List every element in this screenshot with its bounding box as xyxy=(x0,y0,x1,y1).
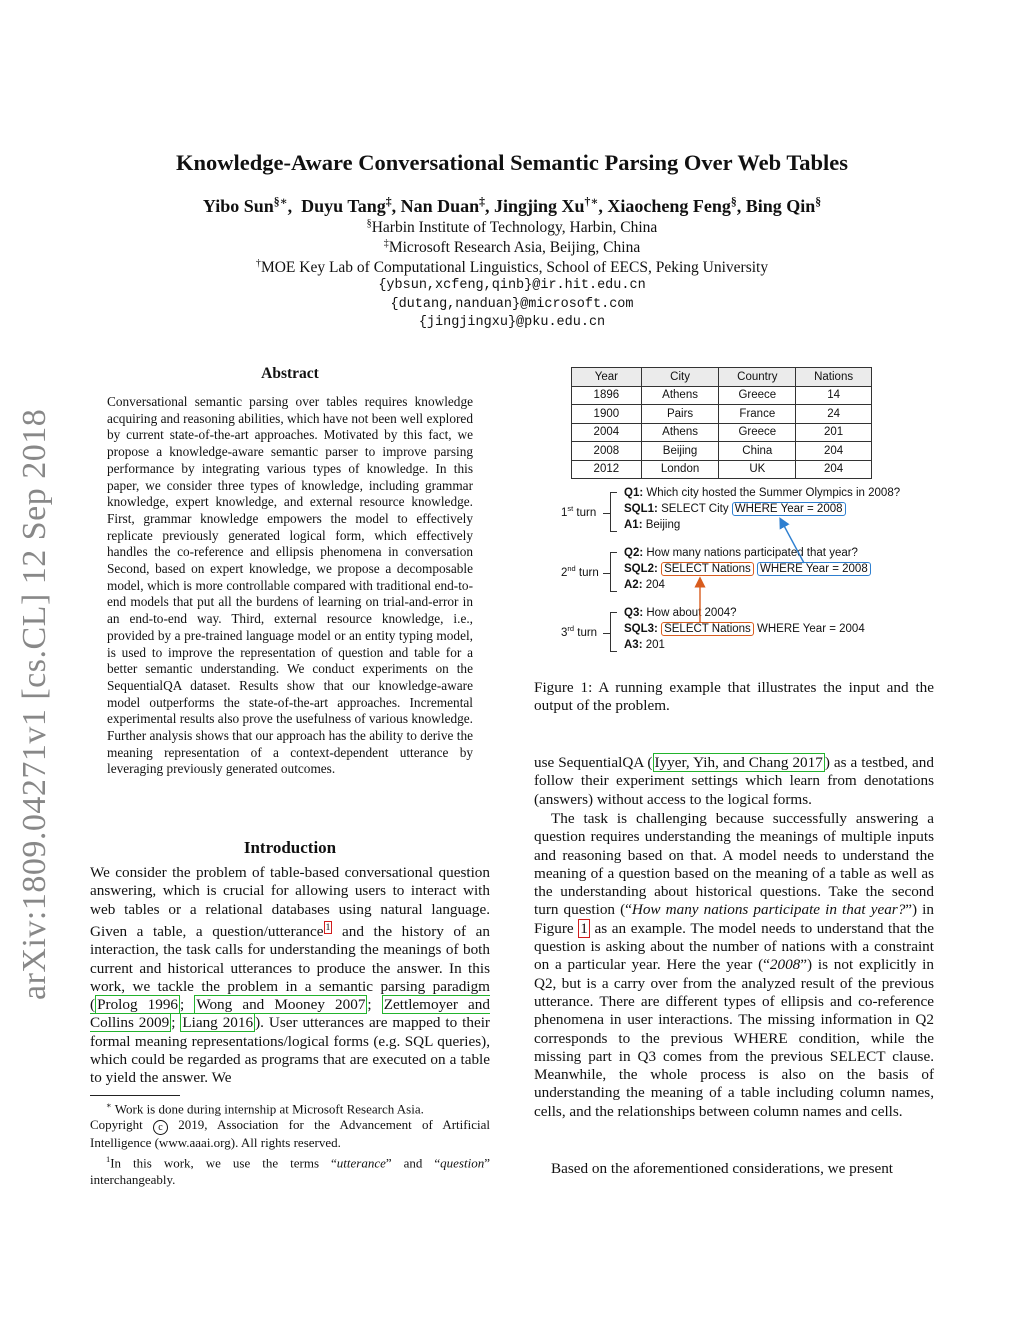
affiliation xyxy=(0,238,1024,257)
answer-text: 204 xyxy=(642,579,665,591)
sql-select: SELECT City xyxy=(657,503,732,515)
citation-link[interactable]: Prolog 1996 xyxy=(97,996,179,1014)
footnote-1 xyxy=(90,1151,490,1187)
turn-number: 2 xyxy=(561,566,568,579)
footnote-term: utterance xyxy=(336,1155,386,1171)
table-row xyxy=(572,423,872,442)
intro-text: and the history of an interaction, the task calls for understanding the meanings of both current and historical utterances to produce the answer. In this work, we tackle the problem in a semantic parsing paradigm ( xyxy=(90,922,490,1014)
citation-link[interactable]: Iyyer, Yih, and Chang 2017 xyxy=(654,754,823,771)
sql-select-box: SELECT Nations xyxy=(661,562,754,576)
sql-key: SQL2: xyxy=(624,563,658,575)
intro-text: We consider the problem of table-based conversational question answering, which is crucial for allowing users to interact with web tables or a relational databases using natural language. Given a table, a question/utterance xyxy=(90,864,490,940)
footnote-text: In this work, we use the terms “ xyxy=(110,1155,337,1171)
affiliation-mark: ‡ xyxy=(383,238,389,249)
citation-link[interactable]: Zettlemoyer and Collins 2009 xyxy=(90,996,490,1032)
footnote-link[interactable]: 1 xyxy=(325,921,331,933)
turn-suffix: nd xyxy=(567,564,576,573)
turn-number: 3 xyxy=(561,626,568,639)
turn-suffix: st xyxy=(567,504,574,513)
author-mark: ‡ xyxy=(385,195,392,208)
answer-key: A1: xyxy=(624,519,643,531)
table-cell: 1900 xyxy=(572,405,642,424)
table-cell: Athens xyxy=(641,423,719,442)
paper-title: Knowledge-Aware Conversational Semantic Parsing Over Web Tables xyxy=(175,150,849,175)
copyright-icon: c xyxy=(153,1120,168,1135)
body-paragraph xyxy=(534,1160,934,1178)
author-name: Nan Duan xyxy=(400,196,480,216)
body-text: ) as a testbed, and follow their experiment settings which learn from denotations (answers) without access to the logical forms. xyxy=(534,754,934,808)
table-cell: Athens xyxy=(641,386,719,405)
body-paragraph xyxy=(534,754,934,809)
separator: ; xyxy=(171,1014,181,1032)
email-line[interactable]: {jingjingxu}@pku.edu.cn xyxy=(418,315,606,330)
question-text: Which city hosted the Summer Olympics in 2008? xyxy=(643,487,901,499)
body-text: use SequentialQA ( xyxy=(534,754,653,771)
turn-word: turn xyxy=(574,626,598,639)
copyright-note xyxy=(90,1117,490,1151)
affiliation-mark: § xyxy=(366,218,372,229)
table-header: City xyxy=(641,368,719,387)
body-text: The task is challenging because successfully answering a question requires understanding the meanings of multiple inputs and reasoning based on that. A model needs to understand the meaning of a question based on the meaning of a table as well as the understanding about historical questions. Take the second turn question (“ xyxy=(534,810,934,919)
body-text: Based on the aforementioned considerations, we present xyxy=(551,1160,894,1177)
question-key: Q2: xyxy=(624,547,644,559)
sql-key: SQL1: xyxy=(624,503,658,515)
answer-text: Beijing xyxy=(642,519,681,531)
footnote-text: Work is done during internship at Microsoft Research Asia. xyxy=(114,1101,424,1117)
footnote-text: 2019, Association for the Advancement of Artificial Intelligence (www.aaai.org). All rights reserved. xyxy=(90,1117,490,1151)
affiliation-text: Harbin Institute of Technology, Harbin, China xyxy=(371,219,658,237)
table-header-row xyxy=(572,368,872,387)
table-row xyxy=(572,442,872,461)
author-name: Bing Qin xyxy=(745,196,816,216)
email-line[interactable]: {dutang,nanduan}@microsoft.com xyxy=(390,297,634,312)
footnote-text: ” and “ xyxy=(385,1155,441,1171)
table-cell: 2008 xyxy=(572,442,642,461)
author-name: Duyu Tang xyxy=(301,196,386,216)
affiliation-text: Microsoft Research Asia, Beijing, China xyxy=(388,239,641,257)
where-carry-arrow xyxy=(782,522,804,563)
figure-ref-link[interactable]: 1 xyxy=(580,919,588,937)
question-key: Q1: xyxy=(624,487,644,499)
author-mark: § xyxy=(815,195,822,208)
table-cell: Greece xyxy=(719,423,796,442)
table-cell: 204 xyxy=(796,460,872,479)
author-mark: §∗ xyxy=(273,195,288,208)
table-cell: France xyxy=(719,405,796,424)
question-text: How many nations participated that year? xyxy=(643,547,858,559)
author-name: Xiaocheng Feng xyxy=(607,196,731,216)
answer-key: A2: xyxy=(624,579,643,591)
abstract-heading: Abstract xyxy=(261,365,319,382)
footnote-rule xyxy=(90,1095,180,1096)
author-name: Jingjing Xu xyxy=(493,196,585,216)
footnote-term: question xyxy=(440,1155,485,1171)
separator: ; xyxy=(367,996,382,1014)
table-cell: 24 xyxy=(796,405,872,424)
footnote-mark: 1 xyxy=(106,1154,111,1165)
separator: ; xyxy=(180,996,195,1014)
author-name: Yibo Sun xyxy=(202,196,274,216)
table-header: Year xyxy=(572,368,642,387)
question-text: How about 2004? xyxy=(643,607,737,619)
footnote-text: Copyright xyxy=(90,1117,153,1133)
table-cell: 14 xyxy=(796,386,872,405)
arxiv-stamp: arXiv:1809.04271v1 [cs.CL] 12 Sep 2018 xyxy=(16,408,53,1000)
turn-suffix: rd xyxy=(567,624,575,633)
author-mark: †∗ xyxy=(584,195,599,208)
affiliation-text: MOE Key Lab of Computational Linguistics, School of EECS, Peking University xyxy=(260,259,769,277)
question-key: Q3: xyxy=(624,607,644,619)
citation-link[interactable]: Liang 2016 xyxy=(182,1014,254,1032)
body-quote: 2008 xyxy=(769,956,801,974)
sql-select-box: SELECT Nations xyxy=(661,622,754,636)
footnote-text: ” interchangeably. xyxy=(90,1155,490,1187)
author-list: Yibo Sun§∗, Duyu Tang‡, Nan Duan‡, Jingjing Xu†∗, Xiaocheng Feng§, Bing Qin§ xyxy=(202,195,822,216)
table-cell: China xyxy=(719,442,796,461)
body-paragraph xyxy=(534,810,934,1121)
table-row xyxy=(572,405,872,424)
table-cell: Beijing xyxy=(641,442,719,461)
sql-key: SQL3: xyxy=(624,623,658,635)
figure-table xyxy=(571,367,872,479)
affiliation xyxy=(0,218,1024,237)
body-text: ”) is not explicitly in Q2, but is a carry over from the analyzed result of the previous utterance. There are different types of ellipsis and co-reference phenomena in user interactions. The missing information in Q2 corresponds to the previous WHERE condition, while the missing part in Q3 comes from the previous SELECT clause. Meanwhile, the whole process is also on the basis of understanding the meaning of a table including column names, cells, and the relationships between column names and cells. xyxy=(534,956,934,1120)
table-cell: 1896 xyxy=(572,386,642,405)
answer-text: 201 xyxy=(642,639,665,651)
abstract-text: Conversational semantic parsing over tables requires knowledge acquiring and reasoning abilities, which have not been well explored by current state-of-the-art approaches. Motivated by this fact, we propose a knowledge-aware semantic parser to improve parsing performance by integrating various types of knowledge. In this paper, we consider three types of knowledge, including grammar knowledge, expert knowledge, and external resource knowledge. First, grammar knowledge empowers the model to effectively replicate previously generated logical form, which effectively handles the co-reference and ellipsis phenomena in conversation Second, based on expert knowledge, we propose a decomposable model, which is more controllable compared with traditional end-to-end models that put all the burdens of learning on trial-and-error in an end-to-end way. Third, external resource knowledge, i.e., provided by a pre-trained language model or an entity typing model, is used to improve the representation of question and table for a better semantic understanding. We conduct experiments on the SequentialQA dataset. Results show that our knowledge-aware model outperforms the state-of-the-art approaches. Incremental experimental results also prove the usefulness of various knowledge. Further analysis shows that our approach has the ability to derive the meaning representation of a context-dependent utterance by leveraging previously generated outcomes. xyxy=(107,394,473,777)
table-header: Country xyxy=(719,368,796,387)
sql-where: WHERE Year = 2004 xyxy=(753,623,865,635)
figure-caption: Figure 1: A running example that illustrates the input and the output of the problem. xyxy=(534,679,934,715)
table-cell: 201 xyxy=(796,423,872,442)
table-cell: UK xyxy=(719,460,796,479)
table-header: Nations xyxy=(796,368,872,387)
table-cell: 2012 xyxy=(572,460,642,479)
table-cell: 204 xyxy=(796,442,872,461)
sql-where-box: WHERE Year = 2008 xyxy=(757,562,871,576)
turn-word: turn xyxy=(573,506,597,519)
intro-text: ). User utterances are mapped to their formal meaning representations/logical forms (e.g. SQL queries), which could be regarded as programs that are executed on a table to yield the answer. We xyxy=(90,1014,490,1087)
table-cell: 2004 xyxy=(572,423,642,442)
author-mark: § xyxy=(730,195,737,208)
affiliation xyxy=(0,258,1024,277)
footnote-mark: ∗ xyxy=(106,1100,112,1110)
introduction-heading: Introduction xyxy=(243,838,337,857)
body-text: as an example. The model needs to understand that the question is asking about the number of nations with a constraint on a particular year. Here the year (“ xyxy=(534,919,934,974)
footnote-star xyxy=(90,1097,490,1117)
intro-paragraph xyxy=(90,864,490,1088)
table-row xyxy=(572,460,872,479)
turn-number: 1 xyxy=(561,506,568,519)
citation-link[interactable]: Wong and Mooney 2007 xyxy=(196,996,366,1014)
turn-word: turn xyxy=(575,566,599,579)
author-mark: ‡ xyxy=(479,195,485,208)
answer-key: A3: xyxy=(624,639,643,651)
sql-where-box: WHERE Year = 2008 xyxy=(732,502,846,516)
table-cell: Pairs xyxy=(641,405,719,424)
footnotes xyxy=(90,1097,490,1188)
email-line[interactable]: {ybsun,xcfeng,qinb}@ir.hit.edu.cn xyxy=(378,278,646,293)
body-quote: How many nations participate in that year? xyxy=(631,901,906,919)
body-text: ”) in Figure xyxy=(534,901,934,937)
affiliation-mark: † xyxy=(255,258,261,269)
table-cell: London xyxy=(641,460,719,479)
table-cell: Greece xyxy=(719,386,796,405)
table-row xyxy=(572,386,872,405)
figure-arrows xyxy=(534,480,934,680)
